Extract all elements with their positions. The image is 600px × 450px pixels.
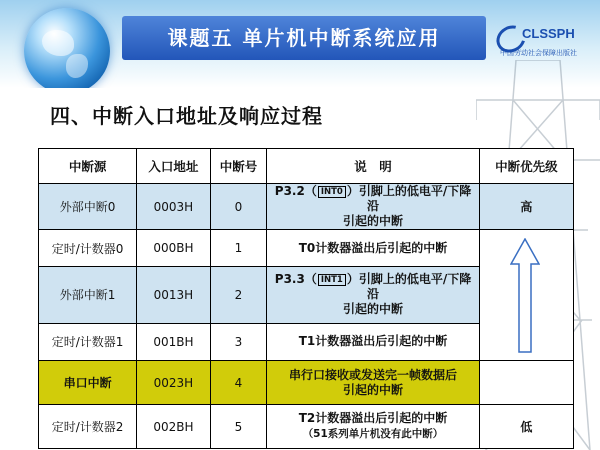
desc-text-pre: P3.3（ (274, 272, 317, 287)
cell-address: 0013H (137, 267, 210, 324)
table-header-row (39, 149, 574, 184)
table-row (39, 405, 574, 449)
cell-description (267, 361, 479, 405)
interrupt-table (38, 148, 574, 449)
globe-image (24, 8, 110, 88)
up-arrow-icon (510, 238, 540, 354)
cell-address: 002BH (137, 405, 210, 449)
table-row (39, 184, 574, 230)
table-row-highlighted (39, 361, 574, 405)
header-priority: 中断优先级 (479, 149, 573, 184)
desc-text-line1: T2计数器溢出后引起的中断 (298, 411, 448, 425)
cell-number: 5 (210, 405, 267, 449)
desc-text-line2: 引起的中断 (343, 302, 404, 317)
cell-description (267, 267, 479, 324)
pin-label: INT1 (318, 274, 346, 286)
pin-label: INT0 (318, 186, 346, 198)
cell-number: 1 (210, 230, 267, 267)
cell-address: 0003H (137, 184, 210, 230)
cell-source: 定时/计数器0 (39, 230, 137, 267)
header-source: 中断源 (39, 149, 137, 184)
cell-priority-high: 高 (479, 184, 573, 230)
cell-description: T1计数器溢出后引起的中断 (267, 323, 479, 360)
logo-name: CLSSPH (522, 26, 575, 41)
cell-number: 2 (210, 267, 267, 324)
section-title: 四、中断入口地址及响应过程 (50, 104, 323, 128)
desc-text-post: ）引脚上的低电平/下降沿 (346, 184, 472, 213)
desc-text-line2: 引起的中断 (343, 382, 404, 397)
logo-subtitle: 中国劳动社会保障出版社 (500, 49, 577, 57)
cell-address: 001BH (137, 323, 210, 360)
cell-description: T0计数器溢出后引起的中断 (267, 230, 479, 267)
header-number: 中断号 (210, 149, 267, 184)
desc-text-line2: 引起的中断 (343, 214, 404, 228)
slide-title: 课题五 单片机中断系统应用 (167, 26, 441, 50)
title-bar (122, 16, 486, 60)
cell-source: 串口中断 (39, 361, 137, 405)
desc-text-line1: 串行口接收或发送完一帧数据后 (289, 367, 458, 382)
cell-source: 定时/计数器2 (39, 405, 137, 449)
header-address: 入口地址 (137, 149, 210, 184)
cell-number: 0 (210, 184, 267, 230)
clssph-logo (494, 22, 598, 64)
priority-arrow-cell-continued (479, 361, 573, 405)
desc-text-post: ）引脚上的低电平/下降沿 (346, 272, 472, 302)
table-row (39, 230, 574, 267)
desc-text-note: （51系列单片机没有此中断） (302, 428, 444, 440)
desc-text-pre: P3.2（ (274, 184, 317, 198)
cell-number: 4 (210, 361, 267, 405)
priority-arrow-cell (479, 230, 573, 361)
cell-address: 000BH (137, 230, 210, 267)
cell-number: 3 (210, 323, 267, 360)
cell-source: 外部中断1 (39, 267, 137, 324)
cell-source: 定时/计数器1 (39, 323, 137, 360)
cell-priority-low: 低 (479, 405, 573, 449)
cell-description (267, 405, 479, 449)
cell-address: 0023H (137, 361, 210, 405)
cell-source: 外部中断0 (39, 184, 137, 230)
cell-description (267, 184, 479, 230)
header-description: 说 明 (267, 149, 479, 184)
